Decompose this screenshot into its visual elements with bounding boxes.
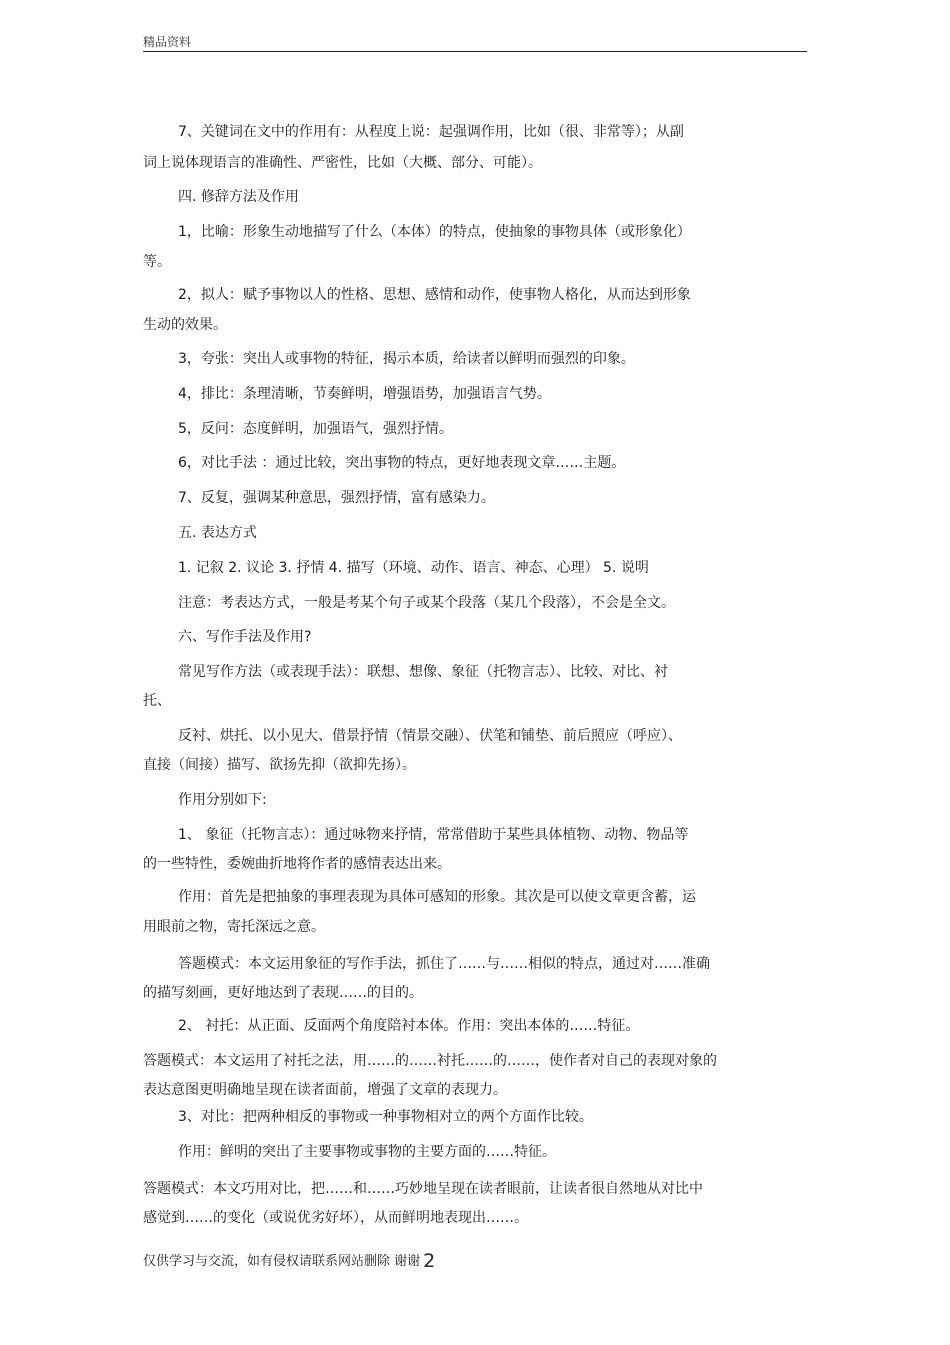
body-line-8: 3，夸张：突出人或事物的特征，揭示本质，给读者以鲜明而强烈的印象。 (178, 351, 635, 367)
body-line-25: 用眼前之物，寄托深远之意。 (143, 919, 325, 935)
body-line-28: 2、 衬托：从正面、反面两个角度陪衬本体。作用：突出本体的……特征。 (178, 1018, 640, 1034)
body-line-9: 4，排比：条理清晰，节奏鲜明，增强语势，加强语言气势。 (178, 386, 551, 402)
body-line-15: 注意：考表达方式，一般是考某个句子或某个段落（某几个段落），不会是全文。 (178, 595, 675, 611)
body-line-6: 2，拟人：赋予事物以人的性格、思想、感情和动作，使事物人格化，从而达到形象 (178, 287, 691, 303)
body-line-27: 的描写刻画，更好地达到了表现……的目的。 (143, 985, 423, 1001)
body-line-34: 感觉到……的变化（或说优劣好坏），从而鲜明地表现出……。 (143, 1210, 528, 1226)
body-line-22: 1、 象征（托物言志）：通过咏物来抒情，常常借助于某些具体植物、动物、物品等 (178, 827, 689, 843)
body-line-11: 6，对比手法 ：通过比较，突出事物的特点，更好地表现文章……主题。 (178, 455, 626, 471)
body-line-31: 3、对比：把两种相反的事物或一种事物相对立的两个方面作比较。 (178, 1109, 593, 1125)
body-line-33: 答题模式：本文巧用对比，把……和……巧妙地呈现在读者眼前，让读者很自然地从对比中 (143, 1181, 703, 1197)
body-line-7: 生动的效果。 (143, 317, 227, 333)
body-line-1: 7、关键词在文中的作用有：从程度上说：起强调作用，比如（很、非常等）；从副 (178, 124, 684, 140)
page-number: 2 (423, 1250, 436, 1272)
header-label: 精品资料 (143, 35, 192, 49)
body-line-19: 反衬、烘托、以小见大、借景抒情（情景交融）、伏笔和铺垫、前后照应（呼应）、 (178, 728, 682, 744)
body-line-24: 作用：首先是把抽象的事理表现为具体可感知的形象。其次是可以使文章更含蓄，运 (178, 889, 696, 905)
body-line-10: 5，反问：态度鲜明，加强语气，强烈抒情。 (178, 421, 453, 437)
body-line-12: 7、反复，强调某种意思，强烈抒情，富有感染力。 (178, 490, 495, 506)
body-line-26: 答题模式：本文运用象征的写作手法，抓住了……与……相似的特点，通过对……准确 (178, 956, 710, 972)
body-line-14: 1. 记叙 2. 议论 3. 抒情 4. 描写（环境、动作、语言、神态、心理） 5. 说明 (178, 560, 649, 576)
section-heading-4: 四. 修辞方法及作用 (178, 189, 299, 205)
body-line-18: 托、 (143, 693, 171, 709)
body-line-2: 词上说体现语言的准确性、严密性，比如（大概、部分、可能）。 (143, 155, 542, 171)
body-line-17: 常见写作方法（或表现手法）：联想、想像、象征（托物言志）、比较、对比、衬 (178, 664, 668, 680)
footer-text: 仅供学习与交流，如有侵权请联系网站删除 谢谢 (143, 1254, 421, 1269)
section-heading-6: 六、写作手法及作用? (178, 629, 312, 645)
body-line-20: 直接（间接）描写、欲扬先抑（欲抑先扬）。 (143, 757, 416, 773)
header-divider (143, 51, 807, 52)
page-footer (143, 1250, 435, 1272)
body-line-30: 表达意图更明确地呈现在读者面前，增强了文章的表现力。 (143, 1082, 507, 1098)
body-line-29: 答题模式：本文运用了衬托之法，用……的……衬托……的……，使作者对自己的表现对象的 (143, 1053, 717, 1069)
body-line-23: 的一些特性，委婉曲折地将作者的感情表达出来。 (143, 856, 451, 872)
body-line-5: 等。 (143, 254, 171, 270)
body-line-32: 作用：鲜明的突出了主要事物或事物的主要方面的……特征。 (178, 1144, 556, 1160)
body-line-21: 作用分别如下: (178, 792, 267, 808)
body-line-4: 1，比喻：形象生动地描写了什么（本体）的特点，使抽象的事物具体（或形象化） (178, 224, 691, 240)
section-heading-5: 五. 表达方式 (178, 525, 257, 541)
